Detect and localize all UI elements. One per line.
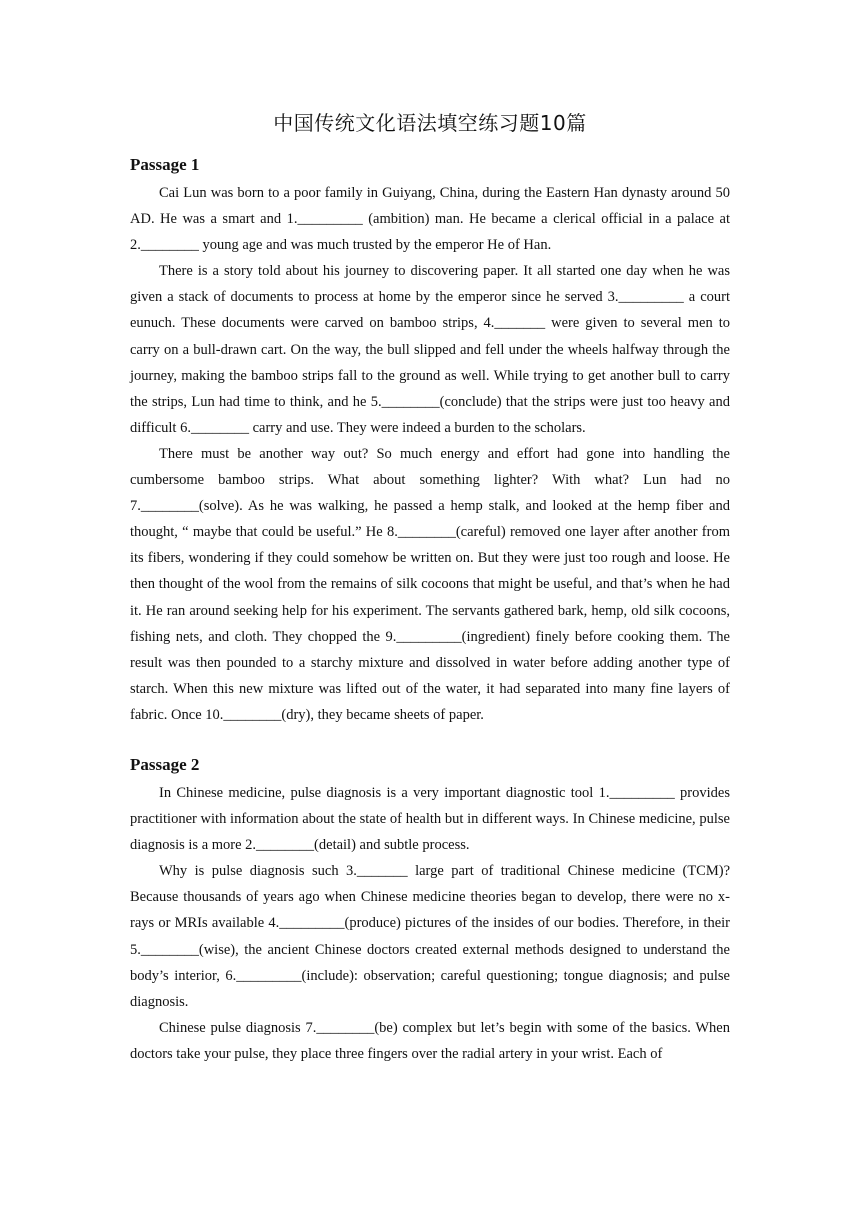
document-title: 中国传统文化语法填空练习题10篇 <box>273 111 587 135</box>
document-body <box>130 152 730 1067</box>
passage-heading: Passage 2 <box>130 754 200 774</box>
passage-1 <box>130 152 730 728</box>
passage-2 <box>130 752 730 1067</box>
passage-heading: Passage 1 <box>130 155 200 174</box>
paragraph: Why is pulse diagnosis such 3._______ large part of traditional Chinese medicine (TCM)? Because thousands of years ago when Chinese medicine theories began to develop, there were no x-rays or MRIs available 4._________(produce) pictures of the insides of our bodies. Therefore, in their 5.________(wise), the ancient Chinese doctors created external methods designed to understand the body’s interior, 6._________(include): observation; careful questioning; tongue diagnosis; and pulse diagnosis. <box>130 863 730 1010</box>
paragraph: Chinese pulse diagnosis 7.________(be) complex but let’s begin with some of the basics. When doctors take your pulse, they place three fingers over the radial artery in your wrist. Each of <box>130 1019 730 1062</box>
paragraph: There must be another way out? So much energy and effort had gone into handling the cumbersome bamboo strips. What about something lighter? With what? Lun had no 7.________(solve). As he was walking, he passed a hemp stalk, and looked at the hemp fiber and thought, “ maybe that could be useful.” He 8.________(careful) removed one layer after another from its fibers, wondering if they could somehow be written on. But they were just too rough and loose. He then thought of the wool from the remains of silk cocoons that might be useful, and that’s when he had it. He ran around seeking help for his experiment. The servants gathered bark, hemp, old silk cocoons, fishing nets, and cloth. They chopped the 9._________(ingredient) finely before cooking them. The result was then pounded to a starchy mixture and dissolved in water before adding another type of starch. When this new mixture was lifted out of the water, it had separated into many fine layers of fabric. Once 10.________(dry), they became sheets of paper. <box>130 445 730 723</box>
paragraph: In Chinese medicine, pulse diagnosis is a very important diagnostic tool 1._________ provides practitioner with information about the state of health but in different ways. In Chinese medicine, pulse diagnosis is a more 2.________(detail) and subtle process. <box>130 784 730 854</box>
paragraph: There is a story told about his journey to discovering paper. It all started one day when he was given a stack of documents to process at home by the emperor since he served 3._________ a court eunuch. These documents were carved on bamboo strips, 4._______ were given to several men to carry on a bull-drawn cart. On the way, the bull slipped and fell under the wheels halfway through the journey, making the bamboo strips fall to the ground as well. While trying to get another bull to carry the strips, Lun had time to think, and he 5.________(conclude) that the strips were just too heavy and difficult 6.________ carry and use. They were indeed a burden to the scholars. <box>130 263 730 436</box>
paragraph: Cai Lun was born to a poor family in Guiyang, China, during the Eastern Han dynasty around 50 AD. He was a smart and 1._________ (ambition) man. He became a clerical official in a palace at 2.________ young age and was much trusted by the emperor He of Han. <box>130 185 730 254</box>
